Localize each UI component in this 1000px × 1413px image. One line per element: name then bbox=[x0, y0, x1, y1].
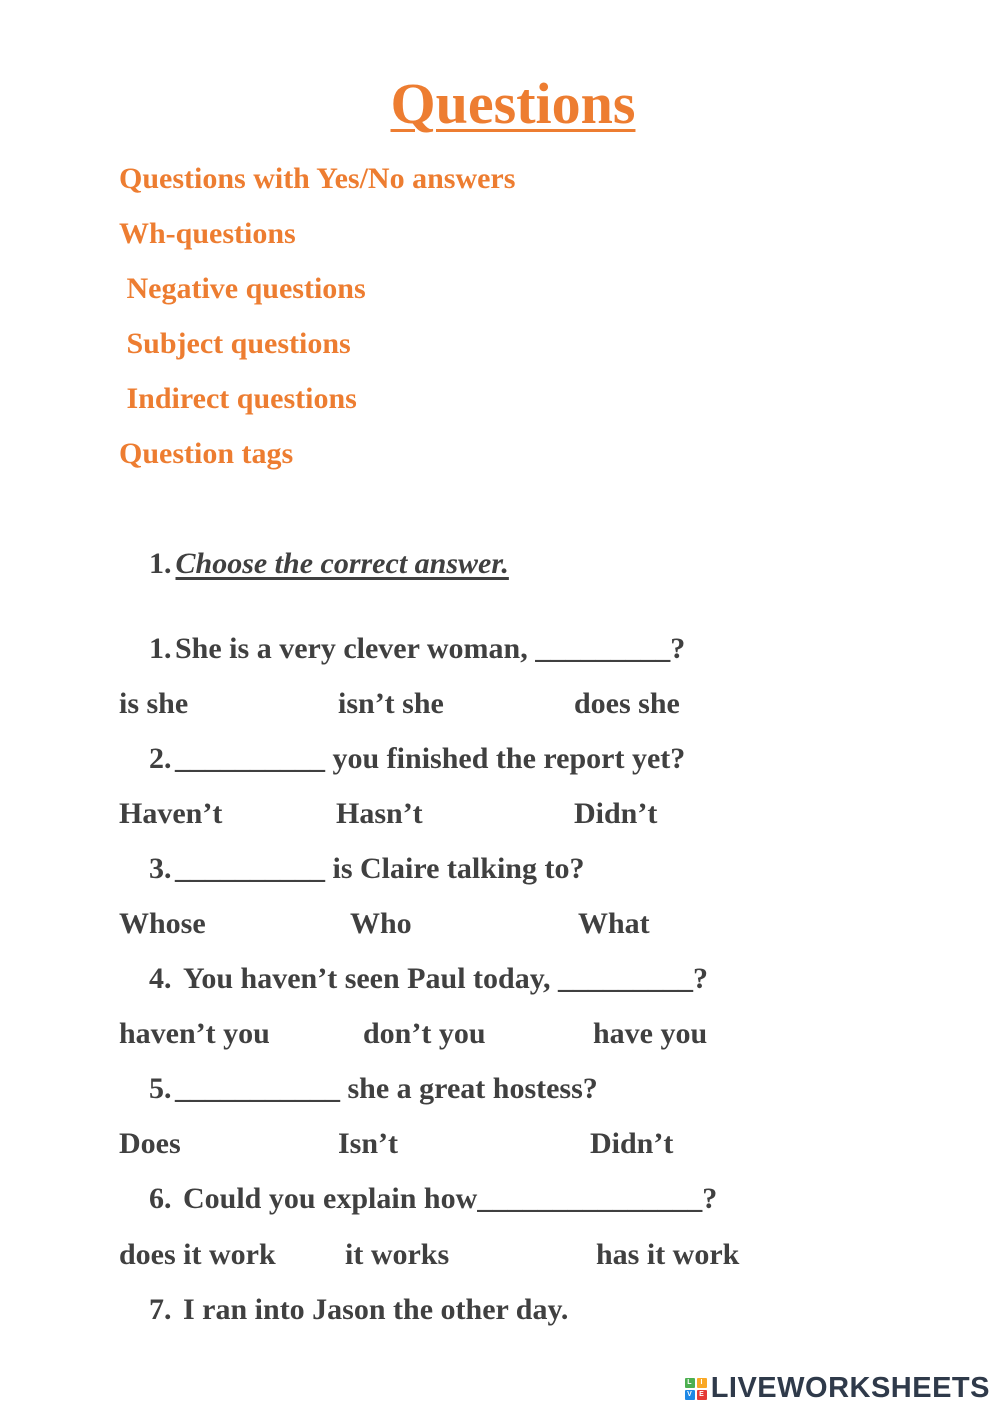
liveworksheets-logo-icon bbox=[685, 1378, 707, 1400]
option[interactable]: has it work bbox=[596, 1238, 740, 1271]
page-title: Questions bbox=[390, 71, 636, 136]
question-3 bbox=[149, 852, 584, 886]
option[interactable]: it works bbox=[345, 1238, 450, 1271]
topic-subject: Subject questions bbox=[119, 327, 351, 360]
question-text: She is a very clever woman, _________? bbox=[175, 632, 686, 665]
question-number: 7. bbox=[149, 1293, 172, 1326]
question-number: 4. bbox=[149, 962, 172, 995]
topic-indirect: Indirect questions bbox=[119, 382, 357, 415]
option[interactable]: Didn’t bbox=[574, 797, 658, 830]
logo-square: V bbox=[685, 1390, 695, 1400]
option[interactable]: Hasn’t bbox=[336, 797, 423, 830]
logo-square: I bbox=[697, 1378, 707, 1388]
option[interactable]: Does bbox=[119, 1127, 181, 1160]
topic-wh: Wh-questions bbox=[119, 217, 296, 250]
option[interactable]: is she bbox=[119, 687, 189, 720]
question-number: 2. bbox=[149, 742, 172, 775]
question-text: __________ you finished the report yet? bbox=[175, 742, 686, 775]
question-text: __________ is Claire talking to? bbox=[175, 852, 585, 885]
option[interactable]: Who bbox=[350, 907, 412, 940]
option[interactable]: haven’t you bbox=[119, 1017, 270, 1050]
logo-square: L bbox=[685, 1378, 695, 1388]
option[interactable]: Whose bbox=[119, 907, 206, 940]
topic-negative: Negative questions bbox=[119, 272, 366, 305]
liveworksheets-logo bbox=[685, 1372, 990, 1405]
option[interactable]: does it work bbox=[119, 1238, 276, 1271]
question-6 bbox=[149, 1182, 717, 1216]
question-1 bbox=[149, 632, 685, 666]
question-number: 1. bbox=[149, 632, 172, 665]
instruction-number: 1. bbox=[149, 547, 172, 580]
option[interactable]: have you bbox=[593, 1017, 708, 1050]
option[interactable]: Haven’t bbox=[119, 797, 223, 830]
question-number: 3. bbox=[149, 852, 172, 885]
question-4 bbox=[149, 962, 708, 996]
question-number: 6. bbox=[149, 1182, 172, 1215]
option[interactable]: What bbox=[578, 907, 650, 940]
question-text: I ran into Jason the other day. bbox=[183, 1293, 569, 1326]
topic-tags: Question tags bbox=[119, 437, 294, 470]
logo-square: E bbox=[697, 1390, 707, 1400]
option[interactable]: Isn’t bbox=[338, 1127, 399, 1160]
option[interactable]: does she bbox=[574, 687, 680, 720]
option[interactable]: don’t you bbox=[363, 1017, 486, 1050]
option[interactable]: isn’t she bbox=[338, 687, 444, 720]
instruction-text: Choose the correct answer. bbox=[175, 547, 509, 580]
question-text: Could you explain how_______________? bbox=[183, 1182, 718, 1215]
topic-yes-no: Questions with Yes/No answers bbox=[119, 162, 516, 195]
question-7 bbox=[149, 1293, 568, 1327]
question-5 bbox=[149, 1072, 598, 1106]
question-text: You haven’t seen Paul today, _________? bbox=[183, 962, 709, 995]
brand-text: LIVEWORKSHEETS bbox=[710, 1372, 990, 1404]
option[interactable]: Didn’t bbox=[590, 1127, 674, 1160]
instruction bbox=[149, 547, 509, 581]
question-text: ___________ she a great hostess? bbox=[175, 1072, 598, 1105]
question-number: 5. bbox=[149, 1072, 172, 1105]
question-2 bbox=[149, 742, 685, 776]
